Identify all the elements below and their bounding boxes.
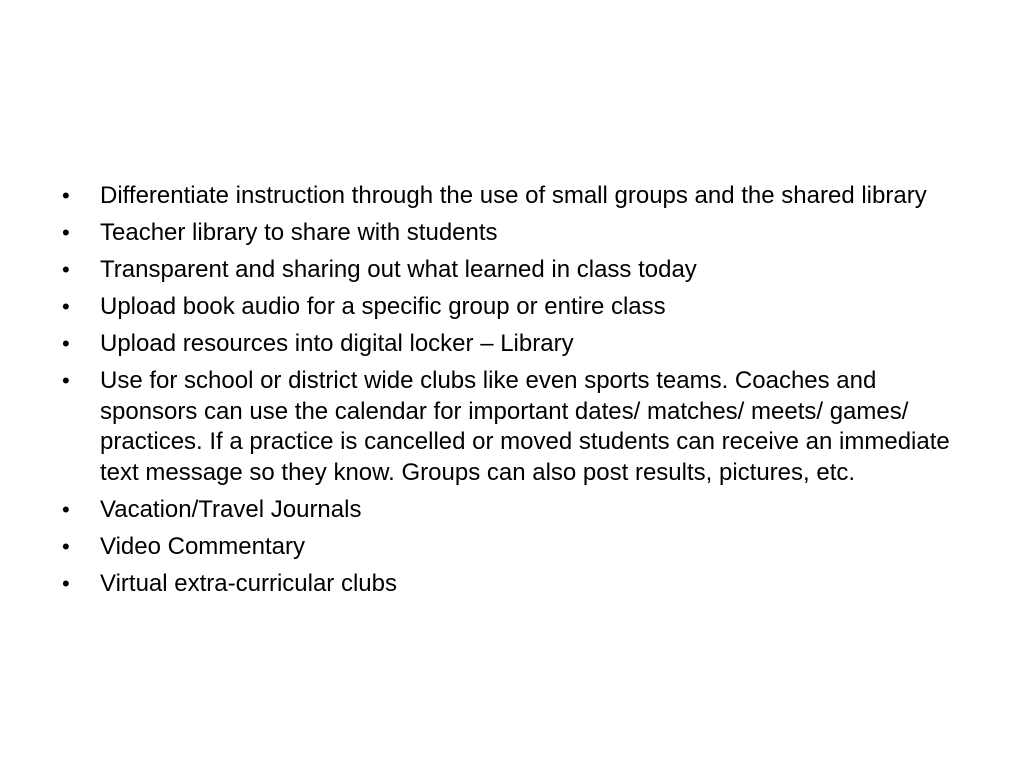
bullet-item [62, 255, 977, 286]
bullet-text: Vacation/Travel Journals [100, 495, 362, 523]
bullet-text: Use for school or district wide clubs like even sports teams. Coaches and sponsors can use the calendar for important dates/ matches/ meets/ games/ practices. If a practice is cancelled or moved students can receive an immediate text message so they know. Groups can also post results, pictures, etc. [100, 367, 950, 486]
bullet-item [62, 181, 977, 212]
bullet-text: Teacher library to share with students [100, 219, 498, 246]
bullet-item [62, 329, 977, 360]
bullet-icon: • [62, 533, 70, 559]
bullet-text: Video Commentary [100, 532, 305, 560]
bullet-icon: • [62, 368, 70, 393]
bullet-item [62, 569, 977, 600]
bullet-icon: • [62, 570, 70, 596]
bullet-icon: • [62, 294, 70, 319]
bullet-text: Differentiate instruction through the use of small groups and the shared library [100, 182, 927, 209]
bullet-icon: • [62, 496, 70, 522]
bullet-text: Virtual extra-curricular clubs [100, 569, 397, 597]
bullet-item [62, 495, 977, 526]
bullet-list [62, 181, 977, 606]
bullet-icon: • [62, 183, 70, 208]
bullet-text: Transparent and sharing out what learned in class today [100, 256, 697, 283]
bullet-icon: • [62, 331, 70, 356]
bullet-item [62, 218, 977, 249]
bullet-icon: • [62, 220, 70, 245]
bullet-icon: • [62, 257, 70, 282]
bullet-item [62, 366, 977, 488]
bullet-text: Upload resources into digital locker – Library [100, 330, 574, 357]
bullet-item [62, 292, 977, 323]
bullet-text: Upload book audio for a specific group or entire class [100, 293, 666, 320]
bullet-item [62, 532, 977, 563]
